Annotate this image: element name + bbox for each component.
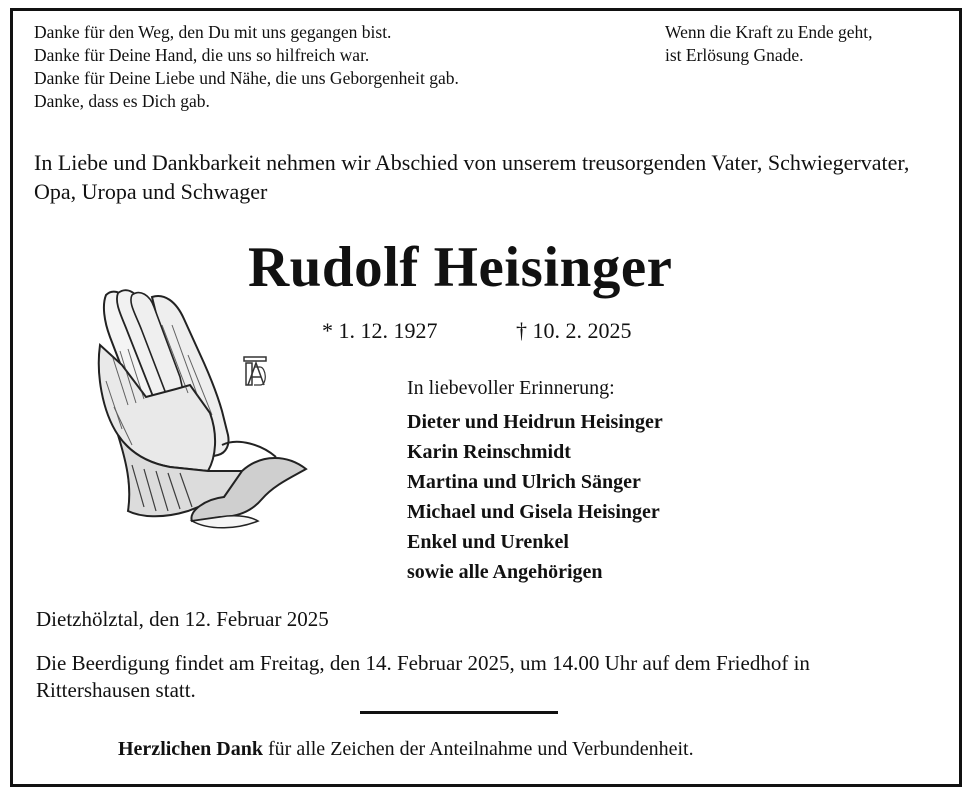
deceased-name: Rudolf Heisinger (248, 236, 673, 299)
mourner-name: Enkel und Urenkel (407, 531, 569, 553)
thanks-text: für alle Zeichen der Anteilnahme und Verbundenheit. (263, 738, 694, 760)
poem-line: Wenn die Kraft zu Ende geht, (665, 22, 873, 42)
poem-line: Danke, dass es Dich gab. (34, 91, 210, 111)
mourner-list (407, 407, 663, 587)
mourner-name: Karin Reinschmidt (407, 441, 571, 463)
memory-heading: In liebevoller Erinnerung: (407, 377, 615, 399)
mourner-name: Dieter und Heidrun Heisinger (407, 411, 663, 433)
funeral-info: Die Beerdigung findet am Freitag, den 14. Februar 2025, um 14.00 Uhr auf dem Friedhof in Rittershausen statt. (36, 651, 810, 702)
birth-date: * 1. 12. 1927 (322, 318, 438, 343)
mourner-name: Michael und Gisela Heisinger (407, 501, 660, 523)
poem-line: Danke für den Weg, den Du mit uns gegangen bist. (34, 22, 392, 42)
poem-line: ist Erlösung Gnade. (665, 45, 804, 65)
mourner-name: sowie alle Angehörigen (407, 561, 603, 583)
poem-line: Danke für Deine Liebe und Nähe, die uns Geborgenheit gab. (34, 68, 459, 88)
poem-line: Danke für Deine Hand, die uns so hilfreich war. (34, 45, 370, 65)
thanks-bold: Herzlichen Dank (118, 738, 263, 760)
place-date: Dietzhölztal, den 12. Februar 2025 (36, 607, 329, 631)
poem-right (665, 21, 873, 67)
thanks-line (118, 738, 694, 761)
intro-text: In Liebe und Dankbarkeit nehmen wir Abschied von unserem treusorgenden Vater, Schwiegervater, Opa, Uropa und Schwager (34, 150, 910, 204)
monogram-icon (244, 357, 266, 385)
poem-left (34, 21, 459, 113)
death-date: † 10. 2. 2025 (516, 318, 632, 343)
mourner-name: Martina und Ulrich Sänger (407, 471, 641, 493)
praying-hands-icon (92, 285, 314, 547)
divider-line (360, 711, 558, 714)
